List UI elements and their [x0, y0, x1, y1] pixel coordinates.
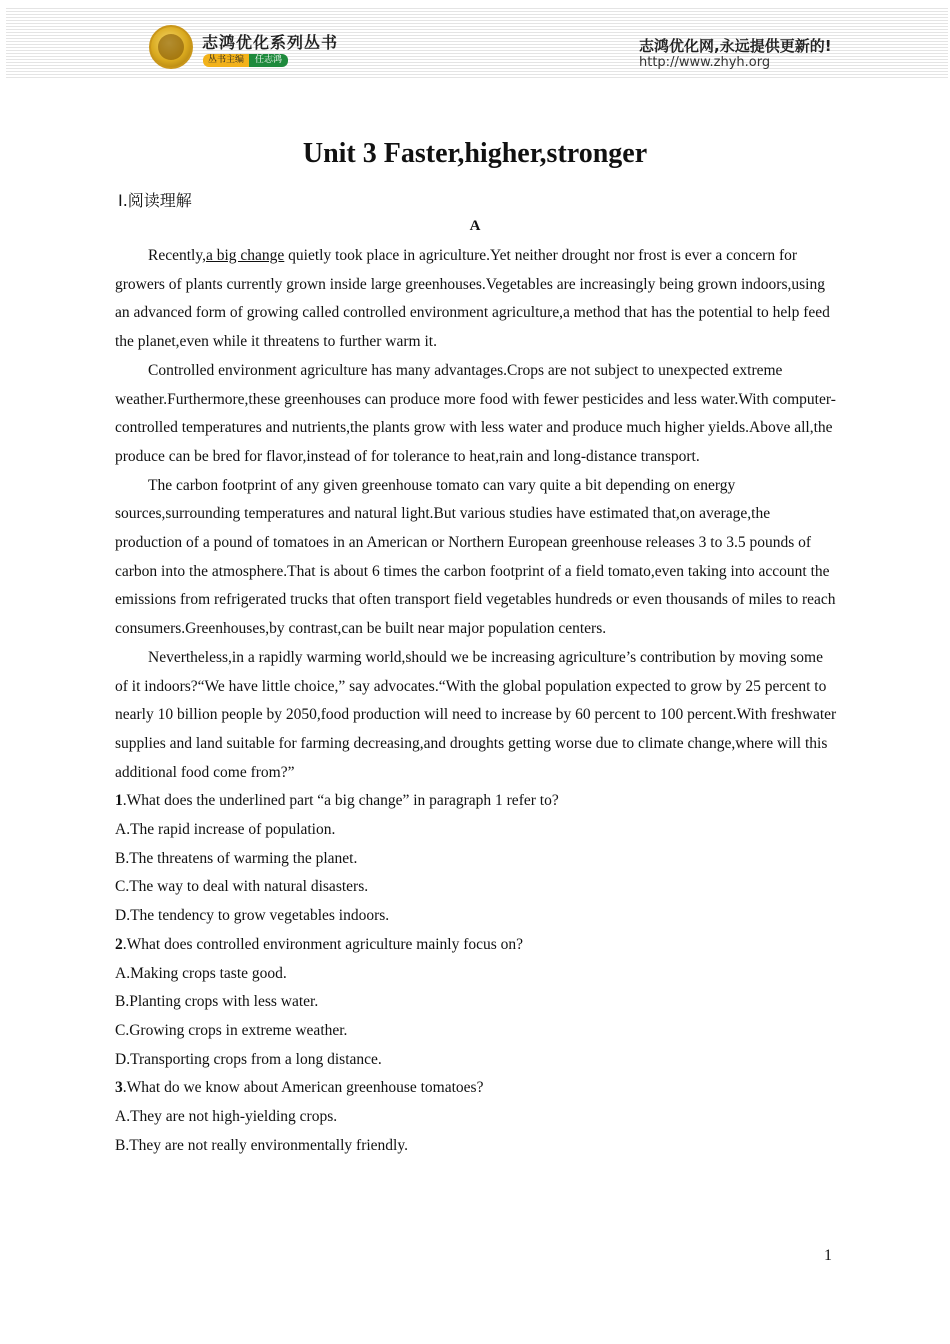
answer-option: B.They are not really environmentally friendly. — [115, 1136, 408, 1154]
question-number: 3 — [115, 1079, 123, 1097]
answer-option: A.The rapid increase of population. — [115, 821, 336, 839]
question-stem: .What does the underlined part “a big change” in paragraph 1 refer to? — [122, 792, 559, 810]
editor-name: 任志鸿 — [249, 54, 288, 67]
answer-option: C.Growing crops in extreme weather. — [115, 1021, 348, 1039]
page-number: 1 — [824, 1247, 832, 1264]
question-number: 2 — [115, 935, 123, 953]
paragraph-2: Controlled environment agriculture has many advantages.Crops are not subject to unexpected extreme weather.Furthermore,these greenhouses can produce more food with fewer pesticides and less water.With computer-controlled temperatures and nutrients,the plants grow with less water and produce much higher yields.Above all,the produce can be bred for flavor,instead of for tolerance to heat,rain and long-distance transport. — [115, 361, 836, 465]
paragraph-4: Nevertheless,in a rapidly warming world,should we be increasing agriculture’s contribution by moving some of it indoors?“We have little choice,” say advocates.“With the global population expected to grow by 25 percent to nearly 10 billion people by 2050,food production will need to increase by 60 percent to 100 percent.With freshwater supplies and land suitable for farming decreasing,and droughts getting worse due to climate change,where will this additional food come from?” — [115, 648, 837, 781]
publisher-logo-icon — [149, 25, 193, 69]
editor-label: 丛书主编 — [203, 54, 249, 67]
header-website-link[interactable]: http://www.zhyh.org — [639, 55, 771, 70]
paragraph-3: The carbon footprint of any given greenhouse tomato can vary quite a bit depending on energy sources,surrounding temperatures and natural light.But various studies have estimated that,on average,the production of a pound of tomatoes in an American or Northern European greenhouse releases 3 to 3.5 pounds of carbon into the atmosphere.That is about 6 times the carbon footprint of a field tomato,even taking into account the emissions from refrigerated trucks that often transport field vegetables hundreds or even thousands of miles to reach consumers.Greenhouses,by contrast,can be built near major population centers. — [115, 476, 836, 638]
answer-option: C.The way to deal with natural disasters. — [115, 878, 369, 896]
answer-option: B.Planting crops with less water. — [115, 993, 319, 1011]
answer-option: D.The tendency to grow vegetables indoors. — [115, 907, 390, 925]
document-body — [115, 242, 837, 1161]
section-heading: Ⅰ.阅读理解 — [118, 191, 192, 210]
underlined-phrase: a big change — [205, 247, 285, 264]
question-3 — [115, 1074, 837, 1103]
paragraph-1: Recently,a big change quietly took place in agriculture.Yet neither drought nor frost is ever a concern for growers of plants currently grown inside large greenhouses.Vegetables are increasingly being grown indoors,using an advanced form of growing called controlled environment agriculture,a method that has the potential to help feed the planet,even while it threatens to further warm it. — [115, 247, 830, 351]
answer-option: A.They are not high-yielding crops. — [115, 1108, 338, 1126]
question-number: 1 — [115, 792, 123, 810]
page-header — [6, 6, 948, 80]
passage-label: A — [469, 218, 481, 234]
series-title: 志鸿优化系列丛书 — [202, 33, 339, 52]
question-stem: .What do we know about American greenhouse tomatoes? — [122, 1079, 484, 1097]
page-title: Unit 3 Faster,higher,stronger — [302, 138, 648, 169]
question-2 — [115, 931, 837, 960]
answer-option: D.Transporting crops from a long distance. — [115, 1050, 382, 1068]
answer-option: B.The threatens of warming the planet. — [115, 849, 358, 867]
question-1 — [115, 787, 837, 816]
question-stem: .What does controlled environment agriculture mainly focus on? — [122, 935, 524, 953]
header-slogan: 志鸿优化网,永远提供更新的! — [639, 37, 832, 55]
editor-tag — [203, 54, 288, 67]
answer-option: A.Making crops taste good. — [115, 964, 287, 982]
